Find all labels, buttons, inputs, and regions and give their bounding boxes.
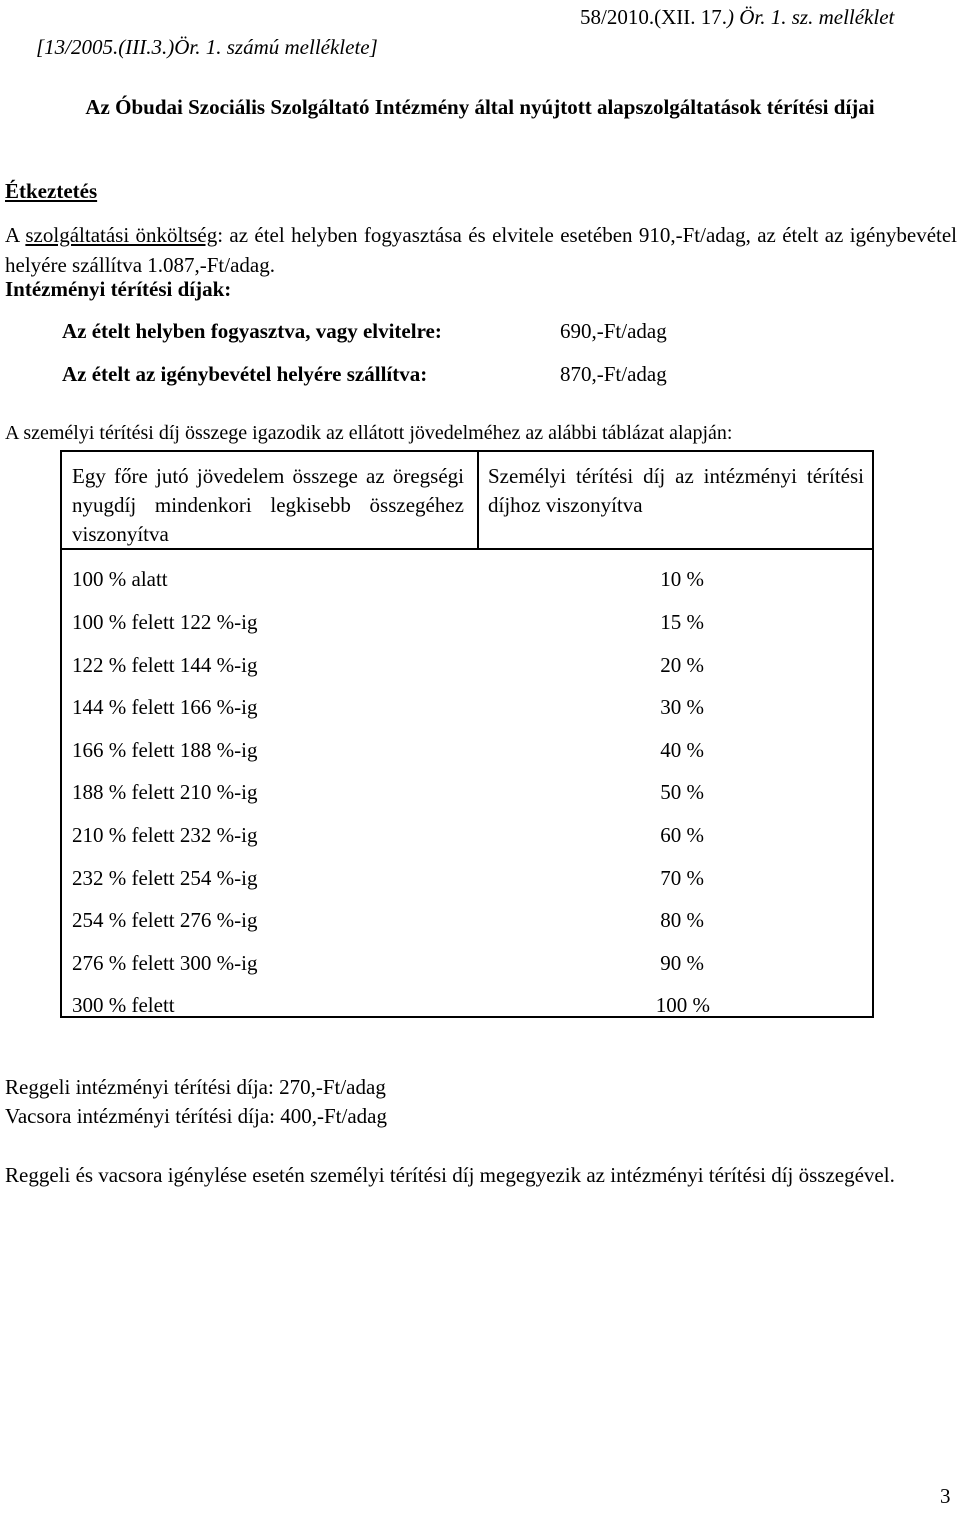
table-row [62, 729, 872, 771]
table-header-income: Egy főre jutó jövedelem összege az öregségi nyugdíj mindenkori legkisebb összegéhez viszonyítva [72, 464, 464, 546]
fee-percent: 60 % [660, 823, 704, 847]
table-row [62, 558, 872, 600]
amendment-reference-right [580, 4, 894, 30]
document-title: Az Óbudai Szociális Szolgáltató Intézmény által nyújtott alapszolgáltatások térítési díjai [85, 95, 875, 119]
table-row [62, 686, 872, 728]
page-number: 3 [940, 1484, 951, 1508]
breakfast-fee: Reggeli intézményi térítési díja: 270,-Ft/adag [5, 1075, 386, 1099]
income-range: 210 % felett 232 %-ig [72, 823, 258, 847]
section-heading: Étkeztetés [5, 179, 98, 203]
table-row [62, 984, 872, 1026]
amendment-reference-right-plain: 58/2010.(XII. 17. [580, 5, 727, 29]
income-range: 276 % felett 300 %-ig [72, 951, 258, 975]
fee-value: 870,-Ft/adag [560, 362, 667, 386]
fee-percent: 80 % [660, 908, 704, 932]
fee-percent: 90 % [660, 951, 704, 975]
fee-percent: 40 % [660, 738, 704, 762]
table-header-fee-ratio: Személyi térítési díj az intézményi térítési díjhoz viszonyítva [488, 464, 864, 517]
institutional-fees-heading: Intézményi térítési díjak: [5, 277, 232, 301]
fee-percent: 15 % [660, 610, 704, 634]
self-cost-prefix: A [5, 223, 26, 247]
income-range: 100 % alatt [72, 567, 168, 591]
income-range: 166 % felett 188 %-ig [72, 738, 258, 762]
table-row [62, 814, 872, 856]
fee-percent: 70 % [660, 866, 704, 890]
fee-percent: 100 % [655, 993, 710, 1017]
income-range: 100 % felett 122 %-ig [72, 610, 258, 634]
income-range: 232 % felett 254 %-ig [72, 866, 258, 890]
income-range: 300 % felett [72, 993, 175, 1017]
table-row [62, 899, 872, 941]
fee-percent: 20 % [660, 653, 704, 677]
table-header-divider [477, 452, 479, 548]
closing-paragraph: Reggeli és vacsora igénylése esetén személyi térítési díj megegyezik az intézményi térítési díj összegével. [5, 1163, 895, 1187]
fee-value: 690,-Ft/adag [560, 319, 667, 343]
personal-fee-table [60, 450, 874, 1018]
dinner-fee: Vacsora intézményi térítési díja: 400,-Ft/adag [5, 1104, 387, 1128]
income-range: 122 % felett 144 %-ig [72, 653, 258, 677]
self-cost-paragraph [5, 220, 957, 280]
self-cost-text: : az étel helyben fogyasztása és elvitele esetében 910,-Ft/adag, az ételt az igénybevétel helyére szállítva 1.087,-Ft/adag. [5, 223, 958, 277]
fee-label: Az ételt helyben fogyasztva, vagy elvitelre: [62, 319, 442, 343]
fee-label: Az ételt az igénybevétel helyére szállítva: [62, 362, 428, 386]
fee-percent: 10 % [660, 567, 704, 591]
amendment-reference-left: [13/2005.(III.3.)Ör. 1. számú melléklete] [36, 35, 378, 59]
income-range: 188 % felett 210 %-ig [72, 780, 258, 804]
fee-percent: 30 % [660, 695, 704, 719]
income-range: 144 % felett 166 %-ig [72, 695, 258, 719]
fee-percent: 50 % [660, 780, 704, 804]
table-intro: A személyi térítési díj összege igazodik az ellátott jövedelméhez az alábbi táblázat alapján: [5, 422, 733, 444]
table-row [62, 942, 872, 984]
table-row [62, 644, 872, 686]
amendment-reference-right-italic: ) Ör. 1. sz. melléklet [726, 5, 895, 29]
table-row [62, 857, 872, 899]
income-range: 254 % felett 276 %-ig [72, 908, 258, 932]
table-row [62, 771, 872, 813]
self-cost-label: szolgáltatási önköltség [25, 223, 218, 247]
table-row [62, 601, 872, 643]
